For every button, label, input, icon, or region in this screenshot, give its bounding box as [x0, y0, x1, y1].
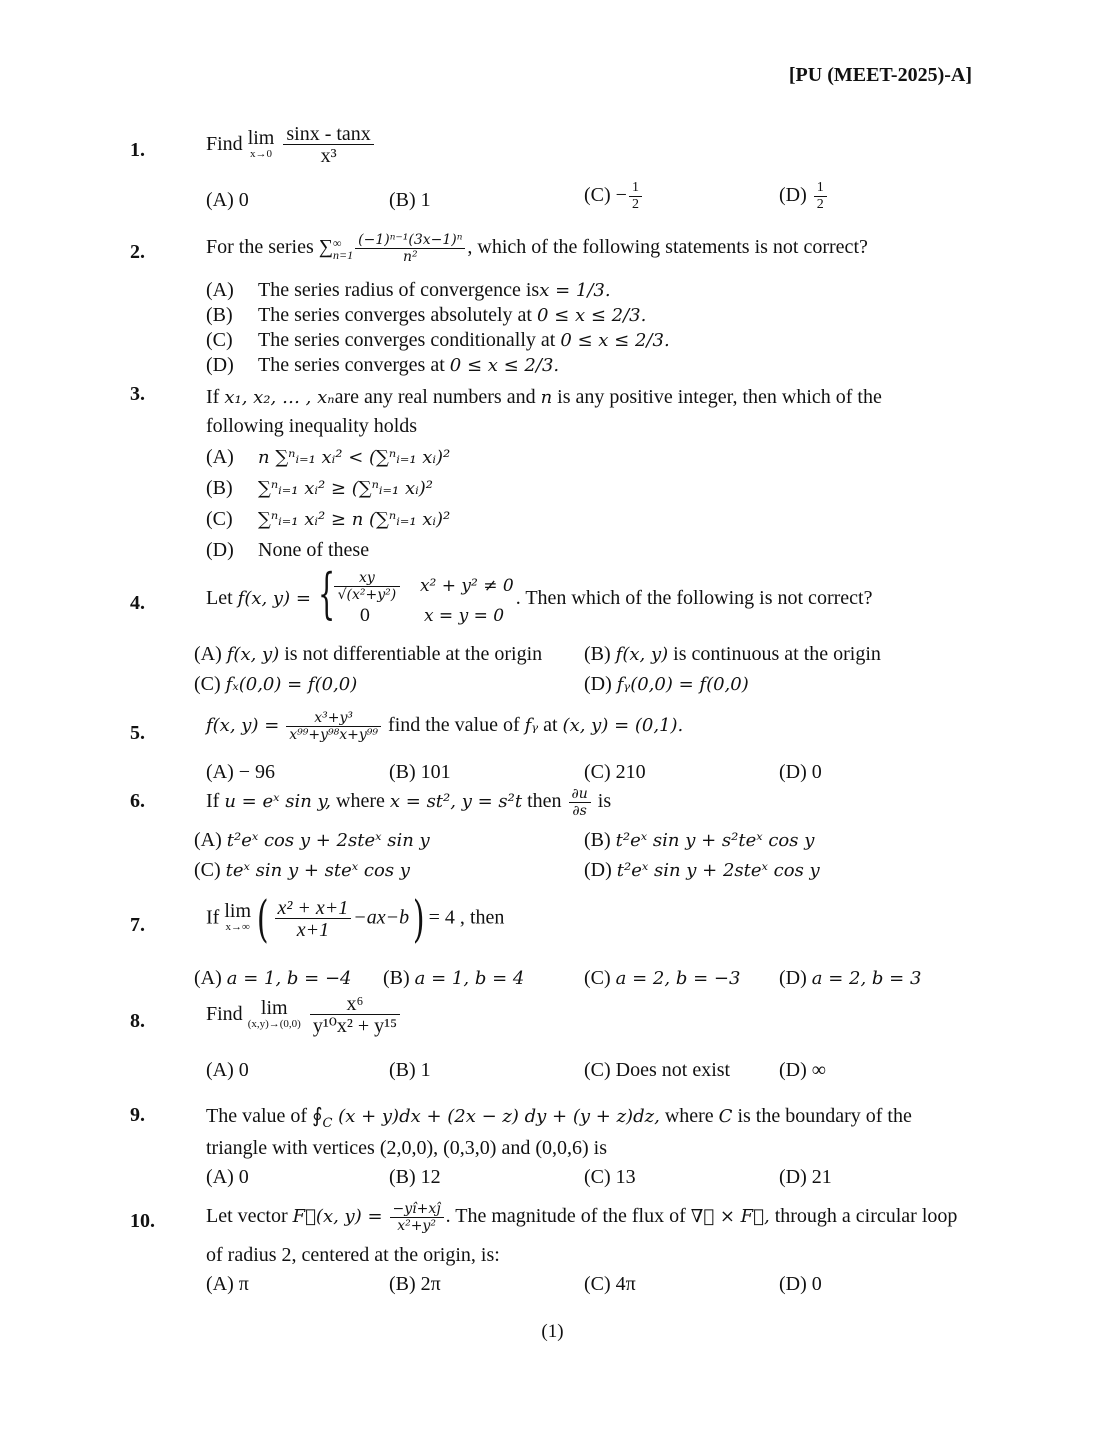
fraction: $\frac{-yî+xĵ}{\text{x²+y²}}$: [390, 1201, 444, 1234]
question-number: 1.: [130, 139, 145, 161]
option-b[interactable]: (B) ∑ⁿᵢ₌₁ xᵢ² ≥ (∑ⁿᵢ₌₁ xᵢ)²: [206, 477, 433, 499]
option-b[interactable]: (B) The series converges absolutely at 0 ≤ x ≤ 2/3.: [206, 304, 647, 326]
option-d[interactable]: (D) 0: [779, 761, 822, 783]
option-c[interactable]: (C) − $\frac{1}{2}$: [584, 180, 644, 213]
option-c[interactable]: (C) a = 2, b = −3: [584, 967, 741, 989]
option-b[interactable]: (B) t²eˣ sin y + s²teˣ cos y: [584, 829, 815, 851]
option-d[interactable]: (D) 0: [779, 1273, 822, 1295]
question-number: 10.: [130, 1210, 155, 1232]
option-d[interactable]: (D) fᵧ(0,0) = f(0,0): [584, 673, 749, 695]
series-term: $\frac{\text{(−1)ⁿ⁻¹(3x−1)ⁿ}}{\text{n²}}$: [355, 232, 465, 265]
option-a[interactable]: (A) f(x, y) is not differentiable at the origin: [194, 643, 543, 665]
question-number: 2.: [130, 241, 145, 263]
option-c[interactable]: (C) teˣ sin y + steˣ cos y: [194, 859, 410, 881]
options-row: [206, 758, 981, 788]
option-c[interactable]: (C) The series converges conditionally at 0 ≤ x ≤ 2/3.: [206, 329, 670, 351]
option-c[interactable]: (C) fₓ(0,0) = f(0,0): [194, 673, 358, 695]
options-row: [194, 964, 981, 994]
question-stem: Let vector F⃗(x, y) = $\frac{-yî+xĵ}{\text{x²+y²}}$ . The magnitude of the flux of ∇⃗ × F⃗, through a circular loop: [206, 1201, 958, 1234]
question-stem: f(x, y) = $\frac{\text{x³+y³}}{\text{x⁹⁹+y⁹⁸x+y⁹⁹}}$ find the value of fᵧ at (x, y) = (0,1).: [206, 710, 684, 743]
option-b[interactable]: (B) a = 1, b = 4: [383, 967, 525, 989]
options-row: [194, 670, 981, 700]
option-b[interactable]: (B) 2π: [389, 1273, 441, 1295]
question-stem-line2: of radius 2, centered at the origin, is:: [206, 1244, 500, 1266]
options-row: [194, 640, 981, 670]
option-d[interactable]: (D) $\frac{1}{2}$: [779, 180, 829, 213]
option-d[interactable]: (D) 21: [779, 1166, 832, 1188]
question-number: 9.: [130, 1104, 145, 1126]
question-stem: The value of $∮_C$ (x + y)dx + (2x − z) dy + (y + z)dz, where C is the boundary of the: [206, 1105, 912, 1131]
fraction: $\frac{\text{x⁶}}{\text{y¹⁰x² + y¹⁵}}$: [310, 994, 400, 1037]
question-stem-line2: following inequality holds: [206, 415, 418, 437]
options-list: [206, 443, 981, 567]
option-b[interactable]: (B) 12: [389, 1166, 441, 1188]
option-a[interactable]: (A) − 96: [206, 761, 276, 783]
options-list: [206, 276, 981, 376]
option-c[interactable]: (C) 210: [584, 761, 646, 783]
option-d[interactable]: (D) a = 2, b = 3: [779, 967, 922, 989]
piecewise-definition: { $\frac{xy}{\text{√(x²+y²)}}$ x² + y² ≠ 0 0 x = y = 0: [317, 562, 514, 626]
question-number: 3.: [130, 383, 145, 405]
option-a[interactable]: (A) a = 1, b = −4: [194, 967, 352, 989]
question-stem: Find lim (x,y)→(0,0) $\frac{\text{x⁶}}{\text{y¹⁰x² + y¹⁵}}$: [206, 994, 981, 1050]
options-row: [206, 1163, 981, 1193]
options-row: [206, 180, 981, 216]
option-d[interactable]: (D) t²eˣ sin y + 2steˣ cos y: [584, 859, 820, 881]
question-stem: Let f(x, y) = { $\frac{xy}{\text{√(x²+y²)}}$ x² + y² ≠ 0 0 x = y = 0 . Then which of the following is not correct?: [206, 570, 981, 640]
limit-operator: lim (x,y)→(0,0): [247, 996, 301, 1030]
option-b[interactable]: (B) 101: [389, 761, 451, 783]
option-b[interactable]: (B) 1: [389, 1059, 431, 1081]
options-row: [206, 1270, 981, 1300]
option-c[interactable]: (C) 13: [584, 1166, 636, 1188]
question-number: 6.: [130, 790, 145, 812]
summation: ∑ ∞ n=1: [318, 235, 354, 262]
option-d[interactable]: (D) ∞: [779, 1059, 827, 1081]
option-a[interactable]: (A) π: [206, 1273, 249, 1295]
option-d[interactable]: (D) The series converges at 0 ≤ x ≤ 2/3.: [206, 354, 560, 376]
question-stem: For the series ∑ ∞ n=1 $\frac{\text{(−1)ⁿ⁻¹(3x−1)ⁿ}}{\text{n²}}$ , which of the following statements is not correct?: [206, 232, 868, 265]
option-a[interactable]: (A) The series radius of convergence isx = 1/3.: [206, 279, 611, 301]
question-stem: Find lim x→0 $\frac{\sin x - \tan x}{\text{x³}}$: [206, 124, 981, 180]
question-number: 5.: [130, 722, 145, 744]
option-a[interactable]: (A) 0: [206, 189, 249, 211]
limit-operator: lim x→0: [247, 126, 275, 160]
question-number: 7.: [130, 914, 145, 936]
options-row: [194, 826, 981, 856]
fraction: $\frac{\text{x² + x+1}}{x+1}$: [275, 898, 352, 941]
option-c[interactable]: (C) ∑ⁿᵢ₌₁ xᵢ² ≥ n (∑ⁿᵢ₌₁ xᵢ)²: [206, 508, 451, 530]
option-b[interactable]: (B) 1: [389, 189, 431, 211]
option-b[interactable]: (B) f(x, y) is continuous at the origin: [584, 643, 881, 665]
option-d[interactable]: (D) None of these: [206, 539, 370, 561]
exam-code-header: [PU (MEET-2025)-A]: [788, 64, 972, 86]
fraction: $\frac{\text{x³+y³}}{\text{x⁹⁹+y⁹⁸x+y⁹⁹}}$: [286, 710, 381, 743]
question-stem: If x₁, x₂, … , xₙare any real numbers and n is any positive integer, then which of the: [206, 386, 882, 408]
question-number: 8.: [130, 1010, 145, 1032]
option-a[interactable]: (A) n ∑ⁿᵢ₌₁ xᵢ² < (∑ⁿᵢ₌₁ xᵢ)²: [206, 446, 451, 468]
option-c[interactable]: (C) Does not exist: [584, 1059, 731, 1081]
question-stem-line2: triangle with vertices (2,0,0), (0,3,0) and (0,0,6) is: [206, 1137, 608, 1159]
fraction: $\frac{\sin x - \tan x}{\text{x³}}$: [283, 124, 373, 167]
question-stem: If lim x→∞ ( $\frac{\text{x² + x+1}}{x+1}$ −ax−b) = 4 , then: [206, 890, 505, 948]
option-a[interactable]: (A) 0: [206, 1059, 249, 1081]
question-stem: If u = eˣ sin y, where x = st², y = s²t then $\frac{\partial u}{\partial s}$ is: [206, 786, 612, 819]
page-number: (1): [541, 1321, 564, 1342]
options-row: [194, 856, 981, 886]
option-c[interactable]: (C) 4π: [584, 1273, 636, 1295]
line-integral-symbol: $∮_C$: [312, 1105, 333, 1131]
question-number: 4.: [130, 592, 145, 614]
partial-derivative: $\frac{\partial u}{\partial s}$: [569, 786, 591, 819]
option-a[interactable]: (A) 0: [206, 1166, 249, 1188]
options-row: [206, 1056, 981, 1086]
limit-operator: lim x→∞: [224, 900, 251, 933]
option-a[interactable]: (A) t²eˣ cos y + 2steˣ sin y: [194, 829, 430, 851]
